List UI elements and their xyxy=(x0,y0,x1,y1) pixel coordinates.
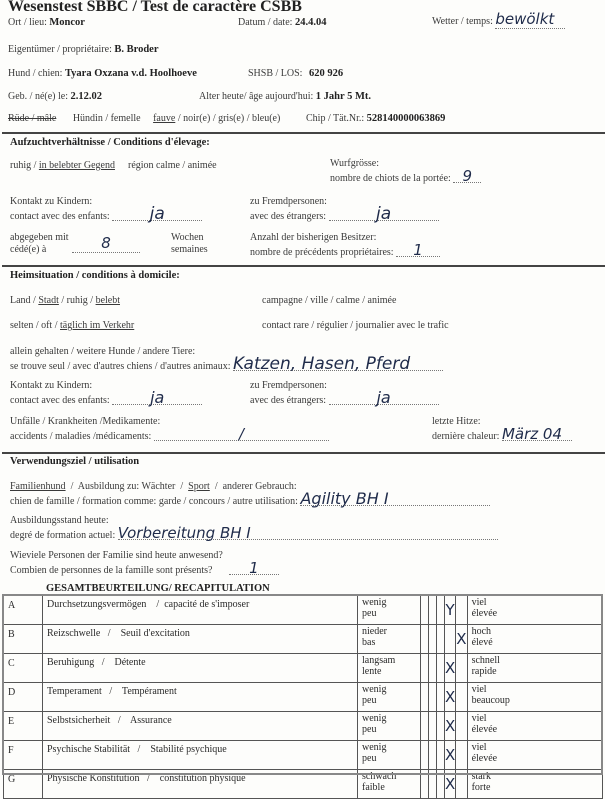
area-busy-option[interactable]: in belebter Gegend xyxy=(38,160,115,171)
sex-color-row xyxy=(8,113,280,124)
low-label-fr: bas xyxy=(362,637,376,648)
low-label-de: schwach xyxy=(362,771,397,782)
traffic-row xyxy=(10,320,134,331)
high-label-fr: élevée xyxy=(471,608,498,619)
usage-line2: chien de famille / formation comme: garde / concours / autre utilisation: xyxy=(10,496,298,507)
owners-value[interactable]: 1 xyxy=(396,244,440,257)
high-label-de: viel xyxy=(471,713,487,724)
rating-mark: X xyxy=(456,629,467,648)
training-label-de: Ausbildungsstand heute: xyxy=(10,515,109,526)
weather-field xyxy=(432,10,565,29)
kids-label-de: Kontakt zu Kindern: xyxy=(10,196,93,207)
rating-box-2[interactable] xyxy=(429,712,437,741)
color-noir-option[interactable]: noir(e) xyxy=(183,113,211,124)
row-criterion: Durchsetzungsvermögen / capacité de s'imposer xyxy=(43,596,358,625)
sex-male-option[interactable]: Rüde / mâle xyxy=(8,113,57,124)
stadt-option[interactable]: Stadt xyxy=(38,295,59,306)
section-divider xyxy=(2,265,605,267)
section-divider xyxy=(2,132,605,134)
low-label-de: langsam xyxy=(362,655,396,666)
chip-value: 528140000063869 xyxy=(366,113,446,124)
breeding-kids-field xyxy=(10,196,202,223)
low-label-fr: faible xyxy=(362,782,385,793)
dog-value: Tyara Oxzana v.d. Hoolhoeve xyxy=(64,68,197,79)
owner-field xyxy=(8,44,159,55)
color-fauve-option[interactable]: fauve xyxy=(153,113,176,124)
weather-value[interactable]: bewölkt xyxy=(495,10,565,29)
color-gris-option[interactable]: gris(e) xyxy=(218,113,245,124)
low-label-de: nieder xyxy=(362,626,387,637)
persons-label-de: Wieviele Personen der Familie sind heute anwesend? xyxy=(10,550,223,561)
weeks-label-de: Wochen xyxy=(171,232,204,243)
belebt-option[interactable]: belebt xyxy=(95,295,120,306)
traffic-daily-option[interactable]: täglich im Verkehr xyxy=(60,320,135,331)
training-value[interactable]: Vorbereitung BH I xyxy=(118,527,498,540)
row-letter: G xyxy=(4,770,43,799)
row-high-label xyxy=(467,741,602,770)
high-label-de: stark xyxy=(471,771,492,782)
row-letter: D xyxy=(4,683,43,712)
rating-box-2[interactable] xyxy=(429,625,437,654)
rating-box-3[interactable] xyxy=(437,770,445,799)
litter-label-de: Wurfgrösse: xyxy=(330,158,380,169)
dog-field xyxy=(8,68,197,79)
rating-box-2[interactable] xyxy=(429,770,437,799)
breeding-area-row xyxy=(10,160,115,171)
rating-box-4[interactable] xyxy=(445,625,456,654)
rating-mark: X xyxy=(445,687,456,706)
rating-box-4[interactable] xyxy=(445,712,456,741)
kids-label-fr: contact avec des enfants: xyxy=(10,211,110,222)
separator: / xyxy=(61,295,65,306)
illness-label-fr: accidents / maladies /médicaments: xyxy=(10,431,152,442)
low-label-de: wenig xyxy=(362,742,387,753)
separator: / xyxy=(212,113,216,124)
rating-box-3[interactable] xyxy=(437,712,445,741)
rating-box-3[interactable] xyxy=(437,596,445,625)
rating-box-4[interactable] xyxy=(445,770,456,799)
illness-field xyxy=(10,416,329,443)
strangers-value[interactable]: ja xyxy=(329,208,439,221)
high-label-de: viel xyxy=(471,684,487,695)
heat-label-fr: dernière chaleur: xyxy=(432,431,500,442)
rating-mark: X xyxy=(445,774,456,793)
owner-label: Eigentümer / propriétaire: xyxy=(8,44,112,55)
rating-box-5[interactable] xyxy=(456,596,467,625)
rating-box-2[interactable] xyxy=(429,683,437,712)
owners-label-fr: nombre de précédents propriétaires: xyxy=(250,247,394,258)
rating-box-1[interactable] xyxy=(421,741,429,770)
row-letter: A xyxy=(4,596,43,625)
strangers-label-de: zu Fremdpersonen: xyxy=(250,196,327,207)
persons-field xyxy=(10,550,279,577)
sex-female-option[interactable]: Hündin / femelle xyxy=(72,113,141,124)
weeks-label-fr: semaines xyxy=(171,244,208,255)
rating-box-1[interactable] xyxy=(421,596,429,625)
usage-value[interactable]: Agility BH I xyxy=(300,493,490,506)
sport-option[interactable]: Sport xyxy=(188,481,210,492)
strangers-label-fr: avec des étrangers: xyxy=(250,395,327,406)
litter-label-fr: nombre de chiots de la portée: xyxy=(330,173,451,184)
given-label-de: abgegeben mit xyxy=(10,232,69,243)
rating-box-5[interactable] xyxy=(456,654,467,683)
low-label-fr: peu xyxy=(362,608,377,619)
section-divider xyxy=(2,452,605,454)
place-label: Ort / lieu: xyxy=(8,17,47,28)
home-area-fr: campagne / ville / calme / animée xyxy=(262,295,397,306)
high-label-fr: élevée xyxy=(471,753,498,764)
row-letter: B xyxy=(4,625,43,654)
separator: / xyxy=(90,295,94,306)
heat-label-de: letzte Hitze: xyxy=(432,416,481,427)
high-label-fr: beaucoup xyxy=(471,695,510,706)
row-low-label xyxy=(358,625,421,654)
row-letter: F xyxy=(4,741,43,770)
rating-mark: Y xyxy=(445,600,455,619)
area-quiet-option[interactable]: ruhig / xyxy=(10,160,37,171)
rating-box-1[interactable] xyxy=(421,712,429,741)
separator: / xyxy=(177,113,181,124)
chip-field xyxy=(306,113,445,124)
usage-section-title: Verwendungsziel / utilisation xyxy=(10,456,140,467)
training-label-fr: degré de formation actuel: xyxy=(10,530,116,541)
strangers-value[interactable]: ja xyxy=(329,392,439,405)
kids-value[interactable]: ja xyxy=(112,208,202,221)
born-label: Geb. / né(e) le: xyxy=(8,91,68,102)
born-field xyxy=(8,91,102,102)
recap-row xyxy=(4,654,603,683)
rating-mark: X xyxy=(445,658,456,677)
home-strangers-field xyxy=(250,380,439,407)
illness-label-de: Unfälle / Krankheiten /Medikamente: xyxy=(10,416,161,427)
recap-row xyxy=(4,741,603,770)
row-criterion: Beruhigung / Détente xyxy=(43,654,358,683)
litter-value[interactable]: 9 xyxy=(453,170,481,183)
date-value: 24.4.04 xyxy=(294,17,327,28)
chip-label: Chip / Tät.Nr.: xyxy=(306,113,365,124)
row-high-label xyxy=(467,596,602,625)
row-low-label xyxy=(358,654,421,683)
shsb-label: SHSB / LOS: xyxy=(248,68,303,79)
high-label-de: hoch xyxy=(471,626,492,637)
high-label-fr: rapide xyxy=(471,666,497,677)
heat-value[interactable]: März 04 xyxy=(502,428,572,441)
breeding-area-fr: région calme / animée xyxy=(128,160,217,171)
rating-box-4[interactable] xyxy=(445,596,456,625)
illness-value[interactable]: / xyxy=(154,428,329,441)
shsb-value: 620 926 xyxy=(308,68,344,79)
traffic-rare-often-option[interactable]: selten / oft / xyxy=(10,320,58,331)
other-animals-value[interactable]: Katzen, Hasen, Pferd xyxy=(233,358,443,371)
other-animals-field xyxy=(10,346,443,373)
weather-label: Wetter / temps: xyxy=(432,16,493,27)
low-label-fr: peu xyxy=(362,753,377,764)
given-field xyxy=(10,232,69,256)
row-criterion: Selbstsicherheit / Assurance xyxy=(43,712,358,741)
usage-line1-middle: / Ausbildung zu: Wächter / xyxy=(65,481,189,492)
row-criterion: Psychische Stabilität / Stabilité psychique xyxy=(43,741,358,770)
row-criterion: Physische Konstitution / constitution physique xyxy=(43,770,358,799)
kids-label-fr: contact avec des enfants: xyxy=(10,395,110,406)
high-label-de: schnell xyxy=(471,655,500,666)
usage-line1-end: / anderer Gebrauch: xyxy=(209,481,297,492)
rating-box-4[interactable] xyxy=(445,741,456,770)
rating-box-1[interactable] xyxy=(421,625,429,654)
rating-box-5[interactable] xyxy=(456,712,467,741)
row-high-label xyxy=(467,712,602,741)
given-label-fr: cédé(e) à xyxy=(10,244,47,255)
row-high-label xyxy=(467,654,602,683)
place-field xyxy=(8,17,85,28)
kids-value[interactable]: ja xyxy=(112,392,202,405)
recap-row xyxy=(4,683,603,712)
recap-row xyxy=(4,770,603,799)
form-title: Wesenstest SBBC / Test de caractère CSBB xyxy=(8,0,302,15)
row-letter: E xyxy=(4,712,43,741)
low-label-fr: lente xyxy=(362,666,382,677)
color-bleu-option[interactable]: bleu(e) xyxy=(251,113,281,124)
home-section-title: Heimsituation / conditions à domicile: xyxy=(10,270,180,281)
high-label-de: viel xyxy=(471,742,487,753)
row-high-label xyxy=(467,625,602,654)
separator: / xyxy=(246,113,250,124)
home-area-row xyxy=(10,295,120,306)
row-low-label xyxy=(358,712,421,741)
rating-box-5[interactable] xyxy=(456,625,467,654)
weeks-label xyxy=(171,232,208,256)
rating-box-1[interactable] xyxy=(421,654,429,683)
row-low-label xyxy=(358,770,421,799)
low-label-de: wenig xyxy=(362,684,387,695)
strangers-label-de: zu Fremdpersonen: xyxy=(250,380,327,391)
usage-purpose-field xyxy=(10,481,490,508)
familienhund-option[interactable]: Familienhund xyxy=(10,481,66,492)
land-option[interactable]: Land xyxy=(10,295,31,306)
rating-box-3[interactable] xyxy=(437,741,445,770)
place-value: Moncor xyxy=(49,17,85,28)
rating-box-2[interactable] xyxy=(429,654,437,683)
row-low-label xyxy=(358,741,421,770)
low-label-de: wenig xyxy=(362,713,387,724)
low-label-fr: peu xyxy=(362,724,377,735)
row-letter: C xyxy=(4,654,43,683)
ruhig-option[interactable]: ruhig xyxy=(66,295,88,306)
age-label: Alter heute/ âge aujourd'hui: xyxy=(199,91,314,102)
recap-table xyxy=(3,595,603,799)
shsb-field xyxy=(248,68,343,79)
rating-mark: X xyxy=(445,716,456,735)
rating-box-5[interactable] xyxy=(456,770,467,799)
recap-row xyxy=(4,625,603,654)
row-low-label xyxy=(358,596,421,625)
age-value: 1 Jahr 5 Mt. xyxy=(315,91,371,102)
rating-box-1[interactable] xyxy=(421,770,429,799)
rating-box-4[interactable] xyxy=(445,654,456,683)
strangers-label-fr: avec des étrangers: xyxy=(250,211,327,222)
high-label-fr: élevé xyxy=(471,637,493,648)
heat-field xyxy=(432,416,572,443)
persons-value[interactable]: 1 xyxy=(229,562,279,575)
given-value[interactable]: 8 xyxy=(72,234,140,253)
high-label-fr: élevée xyxy=(471,724,498,735)
litter-field xyxy=(330,158,481,185)
rating-box-5[interactable] xyxy=(456,683,467,712)
rating-box-3[interactable] xyxy=(437,683,445,712)
row-low-label xyxy=(358,683,421,712)
other-animals-label-de: allein gehalten / weitere Hunde / andere Tiere: xyxy=(10,346,196,357)
low-label-fr: peu xyxy=(362,695,377,706)
row-high-label xyxy=(467,770,602,799)
high-label-fr: forte xyxy=(471,782,491,793)
row-high-label xyxy=(467,683,602,712)
kids-label-de: Kontakt zu Kindern: xyxy=(10,380,93,391)
rating-box-2[interactable] xyxy=(429,596,437,625)
dog-label: Hund / chien: xyxy=(8,68,63,79)
born-value: 2.12.02 xyxy=(70,91,102,102)
breeding-section-title: Aufzuchtverhältnisse / Conditions d'élevage: xyxy=(10,137,210,148)
other-animals-label-fr: se trouve seul / avec d'autres chiens / d'autres animaux: xyxy=(10,361,231,372)
breeding-strangers-field xyxy=(250,196,439,223)
rating-box-3[interactable] xyxy=(437,654,445,683)
age-field xyxy=(199,91,371,102)
row-criterion: Temperament / Tempérament xyxy=(43,683,358,712)
rating-box-5[interactable] xyxy=(456,741,467,770)
date-field xyxy=(238,17,326,28)
rating-box-3[interactable] xyxy=(437,625,445,654)
row-criterion: Reizschwelle / Seuil d'excitation xyxy=(43,625,358,654)
high-label-de: viel xyxy=(471,597,487,608)
separator: / xyxy=(33,295,36,306)
owner-value: B. Broder xyxy=(114,44,159,55)
recap-title: GESAMTBEURTEILUNG/ RECAPITULATION xyxy=(46,583,270,594)
low-label-de: wenig xyxy=(362,597,387,608)
date-label: Datum / date: xyxy=(238,17,293,28)
rating-box-4[interactable] xyxy=(445,683,456,712)
rating-mark: X xyxy=(445,745,456,764)
persons-label-fr: Combien de personnes de la famille sont présents? xyxy=(10,565,213,576)
recap-row xyxy=(4,596,603,625)
recap-row xyxy=(4,712,603,741)
rating-box-1[interactable] xyxy=(421,683,429,712)
rating-box-2[interactable] xyxy=(429,741,437,770)
home-kids-field xyxy=(10,380,202,407)
owners-field xyxy=(250,232,440,259)
traffic-fr: contact rare / régulier / journalier avec le trafic xyxy=(262,320,449,331)
training-field xyxy=(10,515,498,542)
owners-label-de: Anzahl der bisherigen Besitzer: xyxy=(250,232,377,243)
